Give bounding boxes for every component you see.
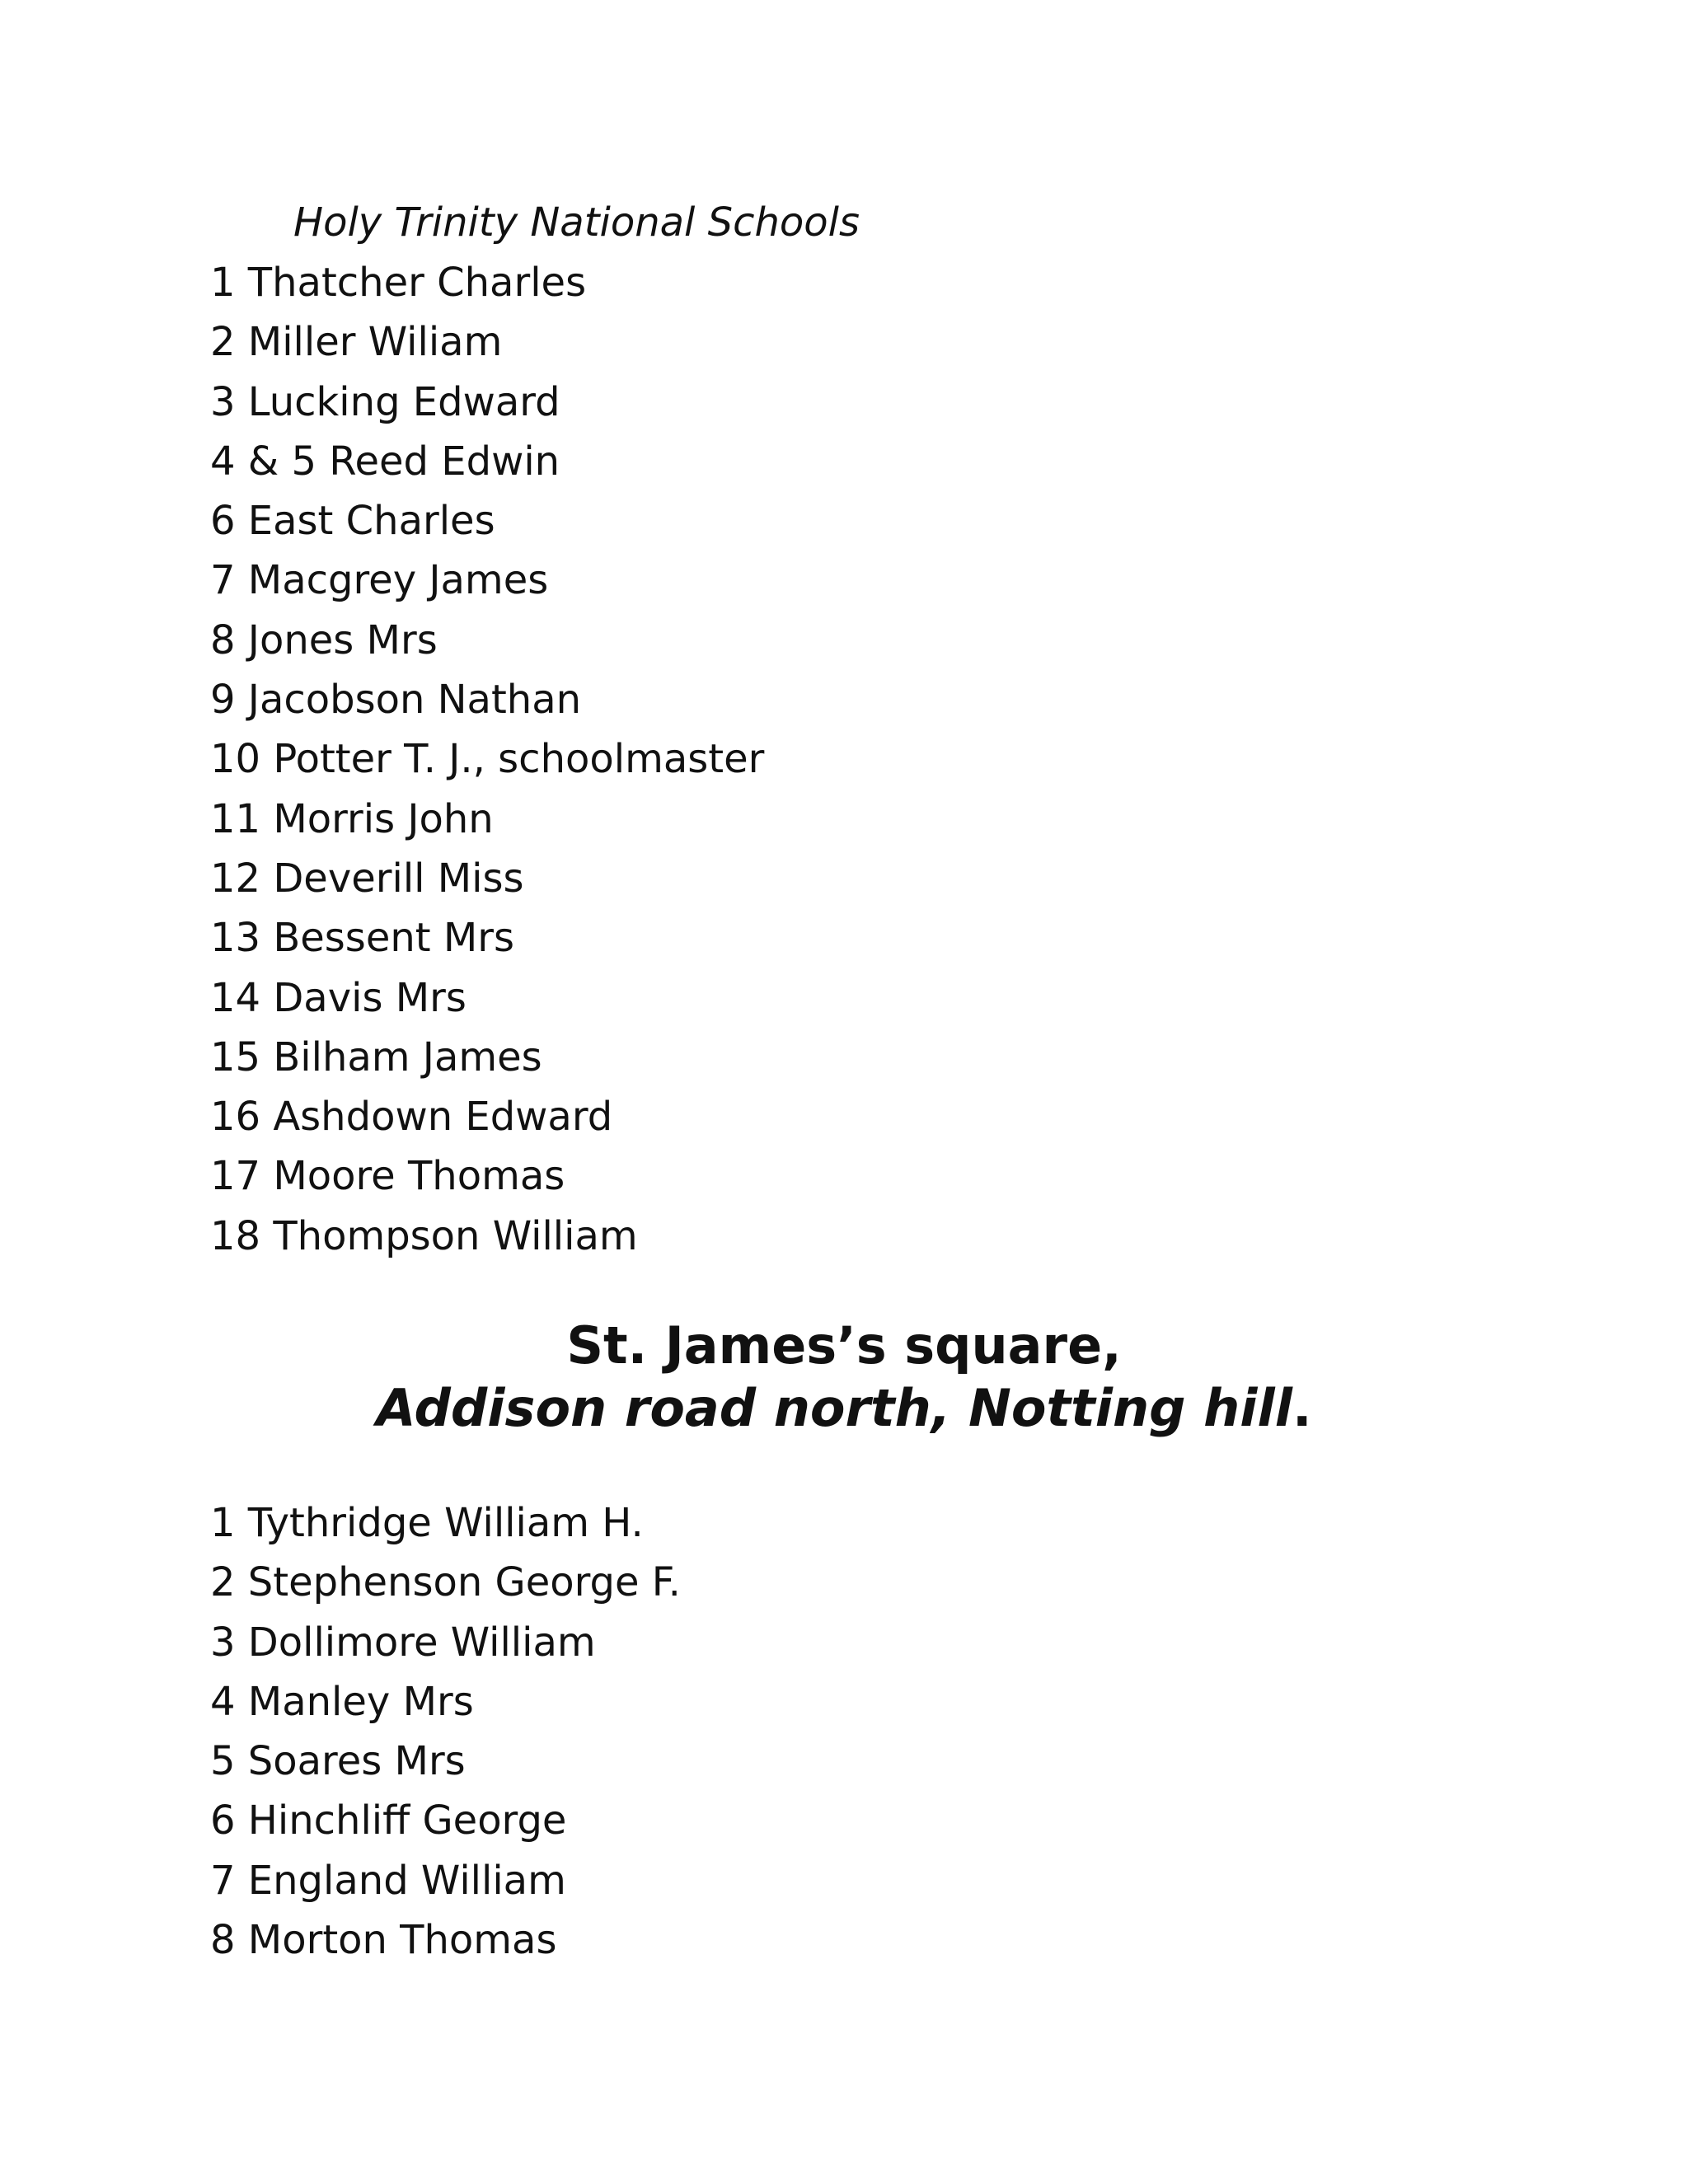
list-item: 3 Dollimore William <box>210 1619 596 1666</box>
list-item: 18 Thompson William <box>210 1212 638 1259</box>
section-heading <box>0 1315 1688 1440</box>
list-item: 10 Potter T. J., schoolmaster <box>210 736 765 783</box>
list-item: 1 Tythridge William H. <box>210 1500 644 1546</box>
list-item: 17 Moore Thomas <box>210 1153 565 1200</box>
list-item: 4 & 5 Reed Edwin <box>210 438 560 485</box>
section-subheading: Holy Trinity National Schools <box>293 199 860 246</box>
list-item: 6 Hinchliff George <box>210 1797 567 1844</box>
list-item: 14 Davis Mrs <box>210 974 467 1021</box>
list-item: 1 Thatcher Charles <box>210 260 587 306</box>
list-item: 8 Jones Mrs <box>210 616 438 663</box>
list-item: 2 Miller Wiliam <box>210 319 503 366</box>
list-item: 9 Jacobson Nathan <box>210 677 582 724</box>
list-item: 15 Bilham James <box>210 1033 542 1080</box>
list-item: 8 Morton Thomas <box>210 1917 557 1964</box>
section-heading-line-2-italic: Addison road north, Notting hill <box>376 1378 1292 1438</box>
list-item: 4 Manley Mrs <box>210 1678 474 1725</box>
list-item: 7 England William <box>210 1857 566 1904</box>
list-item: 11 Morris John <box>210 795 494 842</box>
list-item: 3 Lucking Edward <box>210 378 560 425</box>
list-item: 13 Bessent Mrs <box>210 915 514 962</box>
list-item: 16 Ashdown Edward <box>210 1094 613 1141</box>
section-heading-line-2 <box>0 1377 1688 1440</box>
section-heading-line-2-end: . <box>1292 1378 1312 1438</box>
directory-list-st-james-square <box>210 1493 681 1970</box>
list-item: 12 Deverill Miss <box>210 855 524 902</box>
directory-list-holy-trinity <box>210 253 764 1266</box>
list-item: 7 Macgrey James <box>210 557 549 604</box>
list-item: 2 Stephenson George F. <box>210 1559 681 1606</box>
list-item: 5 Soares Mrs <box>210 1738 466 1785</box>
list-item: 6 East Charles <box>210 498 495 545</box>
section-heading-line-1: St. James’s square, <box>566 1315 1122 1376</box>
